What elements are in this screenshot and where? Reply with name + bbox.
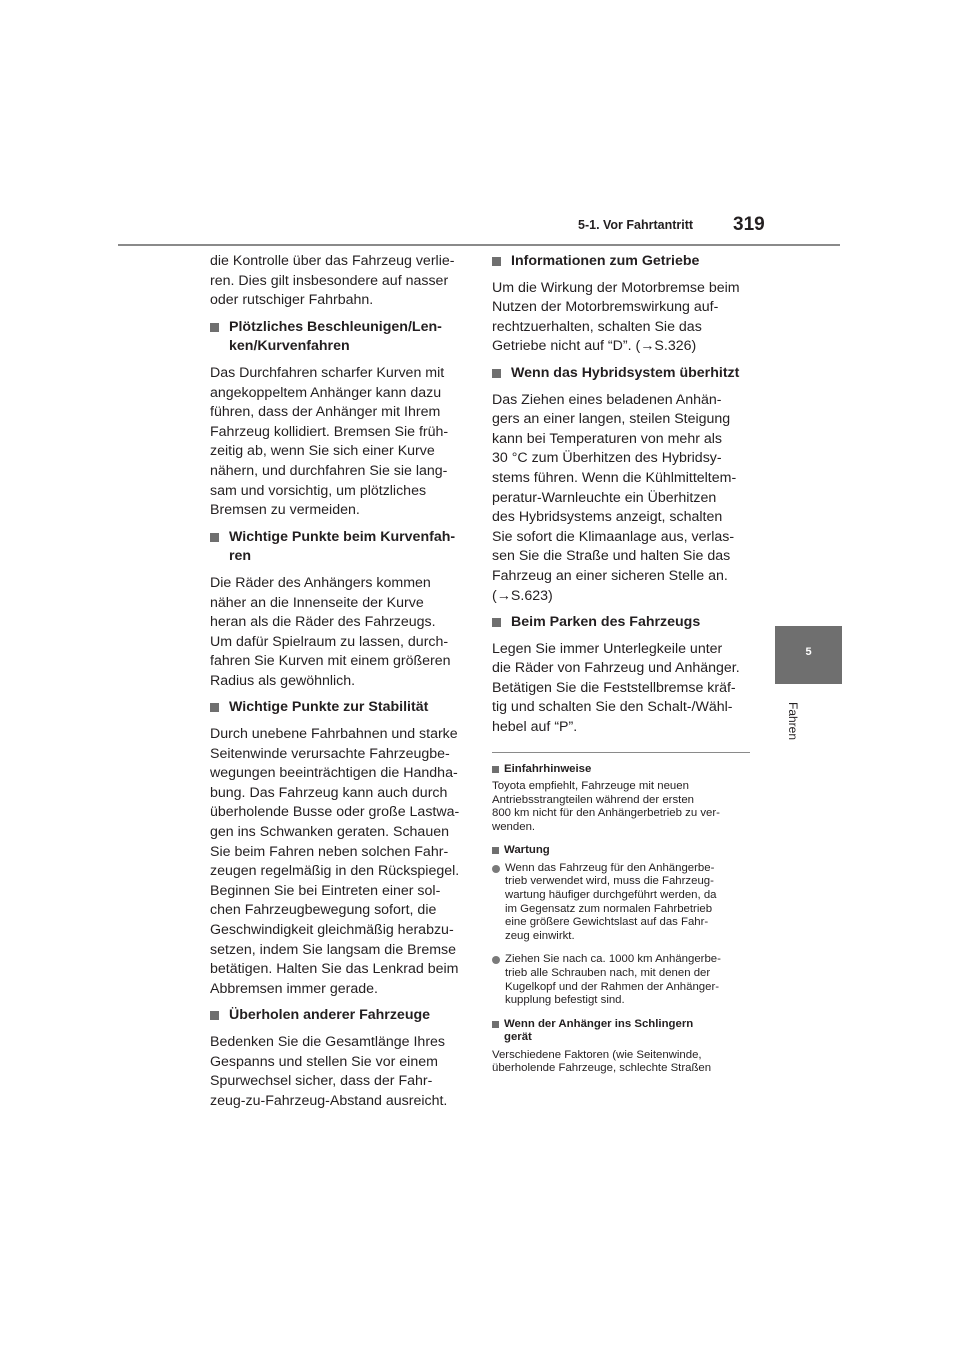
notes-divider [492,752,750,753]
right-column [492,252,754,1086]
note-heading [492,763,754,776]
section-heading [210,318,468,357]
paragraph: die Kontrolle über das Fahrzeug verlie- ren. Dies gilt insbesondere auf nasser oder rutschiger Fahrbahn. [210,253,455,309]
heading-text: Plötzliches Beschleunigen/Len- ken/Kurvenfahren [229,318,442,355]
paragraph: Das Durchfahren scharfer Kurven mit angekoppeltem Anhänger kann dazu führen, dass der Anhänger mit Ihrem Fahrzeug kollidiert. Bremsen Sie früh- zeitig ab, wenn Sie sich einer Kurve nähern, und durchfahren Sie sie lang- sam und vorsichtig, um plötzliches Bremsen zu vermeiden. [210,364,449,519]
section-heading [210,698,468,718]
note-heading-text: Wenn der Anhänger ins Schlingern gerät [504,1017,694,1044]
section-heading [492,364,754,384]
note-heading [492,844,754,857]
square-bullet-icon [210,1011,219,1020]
heading-text: Wenn das Hybridsystem überhitzt [511,364,740,381]
square-bullet-icon [210,533,219,542]
square-bullet-icon [492,766,499,773]
square-bullet-icon [492,847,499,854]
list-item-text: Ziehen Sie nach ca. 1000 km Anhängerbe- trieb alle Schrauben nach, mit denen der Kugelkopf und der Rahmen der Anhänger- kupplung befestigt sind. [505,953,721,1007]
heading-text: Wichtige Punkte beim Kurvenfah- ren [229,528,456,565]
section-heading [210,528,468,567]
paragraph: Die Räder des Anhängers kommen näher an die Innenseite der Kurve heran als die Räder des Fahrzeugs. Um dafür Spielraum zu lassen, durch- fahren Sie Kurven mit einem größeren Radius als gewöhnlich. [210,574,451,689]
section-heading [492,613,754,633]
list-item [492,862,754,944]
page-number: 319 [733,214,765,235]
heading-text: Informationen zum Getriebe [511,253,700,269]
section-title: 5-1. Vor Fahrtantritt [578,218,694,232]
chapter-number: 5 [805,646,812,658]
heading-text: Wichtige Punkte zur Stabilität [229,699,429,716]
section-heading [210,1006,468,1026]
note-heading [492,1018,754,1045]
square-bullet-icon [210,703,219,712]
paragraph: Um die Wirkung der Motorbremse beim Nutzen der Motorbremswirkung auf- rechtzuerhalten, schalten Sie das Getriebe nicht auf “D”. (→S.326) [492,279,740,355]
header-divider [118,244,840,246]
list-item [492,953,754,1007]
square-bullet-icon [210,323,219,332]
heading-text: Beim Parken des Fahrzeugs [511,614,701,631]
square-bullet-icon [492,1021,499,1028]
paragraph: Legen Sie immer Unterlegkeile unter die Räder von Fahrzeug und Anhänger. Betätigen Sie die Feststellbremse kräf- tig und schalten Sie den Schalt-/Wähl- hebel auf “P”. [492,640,740,736]
section-heading [492,252,754,272]
chapter-label [786,692,800,752]
paragraph: Das Ziehen eines beladenen Anhän- gers an einer langen, steilen Steigung kann bei Temperaturen von mehr als 30 °C zum Überhitzen des Hybridsy- stems führen. Wenn die Kühlmitteltem- peratur-Warnleuchte ein Überhitzen des Hybridsystems anzeigt, schalten Sie sofort die Klimaanlage aus, verlas- sen Sie die Straße und halten Sie das Fahrzeug an einer sicheren Stelle an. (→S.623) [492,391,737,604]
note-paragraph: Toyota empfiehlt, Fahrzeuge mit neuen Antriebsstrangteilen während der ersten 800 km nicht für den Anhängerbetrieb zu ver- wenden. [492,780,720,833]
square-bullet-icon [492,369,501,378]
paragraph: Bedenken Sie die Gesamtlänge Ihres Gespanns und stellen Sie vor einem Spurwechsel sicher, dass der Fahr- zeug-zu-Fahrzeug-Abstand ausreicht. [210,1033,448,1109]
paragraph: Durch unebene Fahrbahnen und starke Seitenwinde verursachte Fahrzeugbe- wegungen beeinträchtigen die Handha- bung. Das Fahrzeug kann auch durch überholende Busse oder große Lastwa- gen ins Schwanken geraten. Schauen Sie beim Fahren neben solchen Fahr- zeugen regelmäßig in den Rückspiegel. Beginnen Sie bei Eintreten einer sol- chen Fahrzeugbewegung sofort, die Geschwindigkeit gleichmäßig herabzu- setzen, indem Sie langsam die Bremse betätigen. Halten Sie das Lenkrad beim Abbremsen immer gerade. [210,726,460,997]
left-column [210,252,468,1118]
circle-bullet-icon [492,865,500,873]
list-item-text: Wenn das Fahrzeug für den Anhängerbe- trieb verwendet wird, muss die Fahrzeug- wartung häufiger durchgeführt werden, da im Gegensatz zum normalen Fahrbetrieb eine größere Gewichtslast auf das Fahr- zeug einwirkt. [505,861,717,942]
heading-text: Überholen anderer Fahrzeuge [229,1007,431,1024]
note-heading-text: Einfahrhinweise [504,762,592,775]
circle-bullet-icon [492,956,500,964]
chapter-tab[interactable] [775,626,842,684]
square-bullet-icon [492,618,501,627]
chapter-label-text: Fahren [786,701,800,741]
square-bullet-icon [492,257,501,266]
note-paragraph: Verschiedene Faktoren (wie Seitenwinde, überholende Fahrzeuge, schlechte Straßen [492,1048,712,1075]
note-heading-text: Wartung [504,844,550,857]
